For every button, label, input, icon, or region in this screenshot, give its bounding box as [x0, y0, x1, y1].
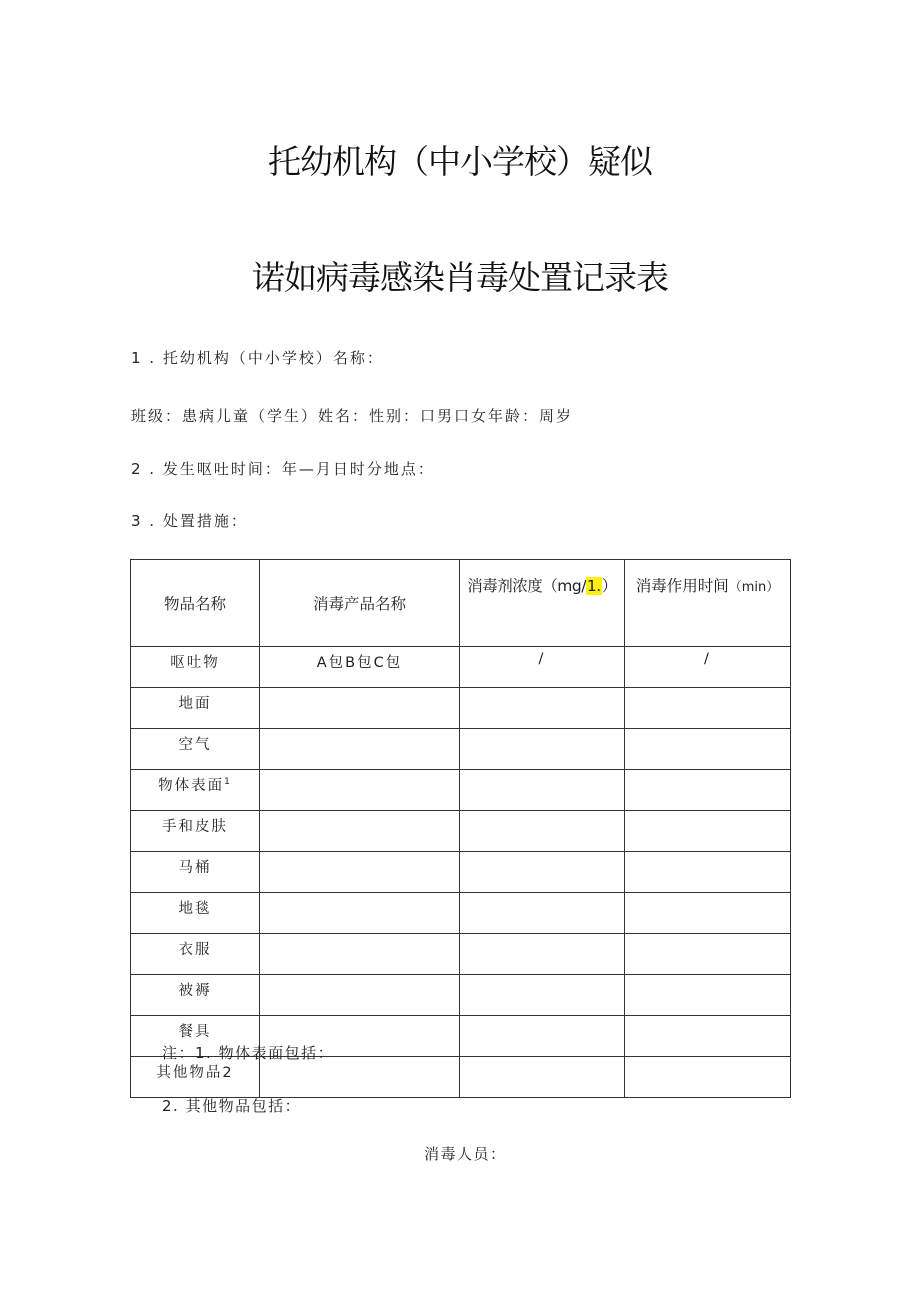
concentration-cell[interactable]	[460, 688, 625, 729]
duration-cell[interactable]: /	[625, 647, 791, 688]
concentration-cell[interactable]	[460, 811, 625, 852]
item-name: 地面	[178, 696, 212, 712]
header-duration-label: 消毒作用时间	[635, 577, 729, 595]
table-row	[131, 729, 791, 770]
product-name-cell[interactable]	[260, 893, 460, 934]
concentration-cell[interactable]	[460, 934, 625, 975]
highlighted-unit-text: 1.	[586, 577, 601, 595]
concentration-cell[interactable]	[460, 893, 625, 934]
item-name: 餐具	[178, 1024, 212, 1040]
concentration-cell[interactable]	[460, 729, 625, 770]
product-name-cell[interactable]	[260, 811, 460, 852]
concentration-cell[interactable]	[460, 1057, 625, 1098]
product-name-cell[interactable]	[260, 852, 460, 893]
duration-cell[interactable]	[625, 811, 791, 852]
table-row	[131, 647, 791, 688]
item-name: 空气	[178, 737, 212, 753]
item-name: 衣服	[178, 942, 212, 958]
document-title-line-1: 托幼机构（中小学校）疑似	[268, 142, 652, 181]
table-row	[131, 811, 791, 852]
header-duration-unit: （min）	[728, 580, 780, 595]
item-name-cell	[131, 975, 260, 1016]
disinfection-record-table	[130, 559, 791, 1098]
item-name: 地毯	[178, 901, 212, 917]
item-name: 手和皮肤	[162, 819, 228, 835]
header-product-name: 消毒产品名称	[260, 560, 460, 647]
duration-cell[interactable]	[625, 1016, 791, 1057]
concentration-cell[interactable]	[460, 770, 625, 811]
disposal-measures-label: 3 . 处置措施：	[131, 512, 248, 530]
item-name-cell	[131, 811, 260, 852]
header-concentration	[460, 560, 625, 647]
duration-cell[interactable]	[625, 934, 791, 975]
note-object-surfaces: 注：1. 物体表面包括：	[162, 1044, 335, 1062]
concentration-cell[interactable]	[460, 1016, 625, 1057]
vomit-time-location-field: 2 . 发生呕吐时间：年—月日时分地点：	[131, 460, 435, 478]
concentration-cell[interactable]: /	[460, 647, 625, 688]
duration-cell[interactable]	[625, 729, 791, 770]
institution-name-field: 1 . 托幼机构（中小学校）名称：	[131, 349, 384, 367]
item-name: 马桶	[178, 860, 212, 876]
header-concentration-suffix: ）	[601, 577, 617, 595]
table-row	[131, 852, 791, 893]
product-name-cell[interactable]	[260, 770, 460, 811]
duration-cell[interactable]	[625, 975, 791, 1016]
table-row	[131, 770, 791, 811]
duration-cell[interactable]	[625, 852, 791, 893]
item-name-cell	[131, 934, 260, 975]
table-row	[131, 934, 791, 975]
item-name: 呕吐物	[170, 655, 220, 671]
item-name: 被褥	[178, 983, 212, 999]
table-header-row	[131, 560, 791, 647]
header-concentration-prefix: 消毒剂浓度（mg/	[467, 577, 586, 595]
disinfection-staff-signature-field: 消毒人员：	[424, 1145, 507, 1163]
item-name-cell	[131, 852, 260, 893]
product-name-cell[interactable]	[260, 688, 460, 729]
duration-cell[interactable]	[625, 893, 791, 934]
duration-cell[interactable]	[625, 688, 791, 729]
table-row	[131, 893, 791, 934]
class-student-info-field: 班级：患病儿童（学生）姓名：性别：口男口女年龄：周岁	[131, 407, 574, 425]
item-name: 其他物品2	[156, 1065, 234, 1081]
item-name-cell	[131, 729, 260, 770]
item-name: 物体表面	[158, 778, 225, 794]
product-name-cell[interactable]	[260, 975, 460, 1016]
table-row	[131, 975, 791, 1016]
concentration-cell[interactable]	[460, 852, 625, 893]
header-item-name: 物品名称	[131, 560, 260, 647]
item-name-cell	[131, 770, 260, 811]
item-name-cell	[131, 893, 260, 934]
footnote-marker: 1	[224, 777, 232, 788]
table-row	[131, 688, 791, 729]
note-other-items: 2. 其他物品包括：	[162, 1097, 302, 1115]
concentration-cell[interactable]	[460, 975, 625, 1016]
document-title-line-2: 诺如病毒感染肖毒处置记录表	[252, 258, 668, 297]
item-name-cell	[131, 647, 260, 688]
item-name-cell	[131, 688, 260, 729]
duration-cell[interactable]	[625, 770, 791, 811]
duration-cell[interactable]	[625, 1057, 791, 1098]
product-name-cell[interactable]	[260, 729, 460, 770]
product-name-cell[interactable]	[260, 934, 460, 975]
header-duration	[625, 560, 791, 647]
product-name-cell[interactable]: A包B包C包	[260, 647, 460, 688]
